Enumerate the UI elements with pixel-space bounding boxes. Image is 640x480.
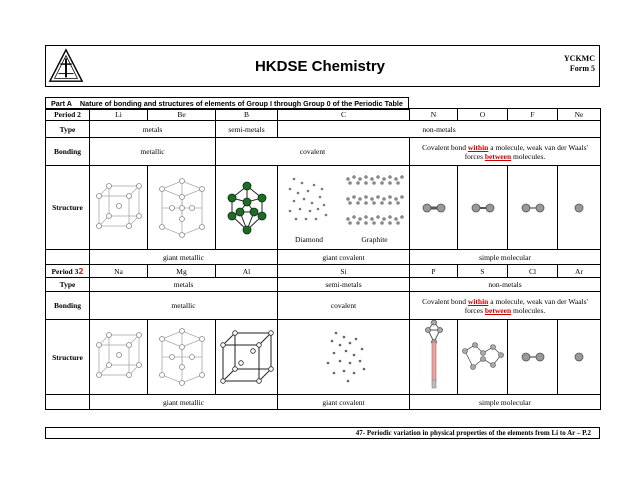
period3-bonding-row <box>46 292 601 320</box>
part-label: Part A <box>51 99 72 108</box>
summary-giant-covalent: giant covalent <box>278 395 410 410</box>
silicon-lattice-diagram <box>314 327 374 387</box>
n2-molecule-diagram <box>419 202 449 214</box>
bonding-structure-table <box>45 108 601 410</box>
element-cl: Cl <box>508 265 558 278</box>
hcp-lattice-diagram <box>154 175 210 241</box>
element-f: F <box>508 109 558 121</box>
hcp-lattice-diagram <box>154 327 210 387</box>
period2-element-row <box>46 109 601 121</box>
element-p: P <box>410 265 458 278</box>
type-semimetals: semi-metals <box>278 278 410 292</box>
o-structure <box>458 166 508 250</box>
summary-giant-metallic: giant metallic <box>90 250 278 265</box>
si-structure <box>278 320 410 395</box>
o2-molecule-diagram <box>468 202 498 214</box>
bonding-label: Bonding <box>46 292 90 320</box>
element-b: B <box>216 109 278 121</box>
diamond-lattice-diagram <box>282 171 337 233</box>
element-n: N <box>410 109 458 121</box>
element-be: Be <box>148 109 216 121</box>
bonding-metallic: metallic <box>90 292 278 320</box>
element-o: O <box>458 109 508 121</box>
type-metals: metals <box>90 278 278 292</box>
bcc-lattice-diagram <box>94 178 144 238</box>
element-li: Li <box>90 109 148 121</box>
element-c: C <box>278 109 410 121</box>
structure-label: Structure <box>46 166 90 250</box>
bonding-text: forces <box>464 151 484 161</box>
type-label: Type <box>46 121 90 138</box>
diamond-caption: Diamond <box>295 235 323 244</box>
cl-structure <box>508 320 558 395</box>
summary-giant-covalent: giant covalent <box>278 250 410 265</box>
period2-summary-row <box>46 250 601 265</box>
cl2-molecule-diagram <box>518 351 548 363</box>
summary-simple-molecular: simple molecular <box>410 395 601 410</box>
al-structure <box>216 320 278 395</box>
period3-label-text: Period 3 <box>51 266 79 276</box>
be-structure <box>148 166 216 250</box>
bonding-molecular <box>410 292 601 320</box>
within-emphasis: within <box>467 142 489 152</box>
handwritten-annotation: 2 <box>78 266 84 276</box>
element-na: Na <box>90 265 148 278</box>
period3-structure-row <box>46 320 601 395</box>
s8-ring-diagram <box>461 341 505 373</box>
summary-spacer <box>46 250 90 265</box>
period3-type-row <box>46 278 601 292</box>
bonding-molecular <box>410 138 601 166</box>
graphite-layers-diagram <box>344 171 406 233</box>
bonding-text: Covalent bond <box>422 142 467 152</box>
period3-label <box>46 265 90 278</box>
c-structure <box>278 166 410 250</box>
ar-atom-diagram <box>572 351 586 363</box>
graphite-caption: Graphite <box>361 235 388 244</box>
ne-atom-diagram <box>572 202 586 214</box>
summary-spacer <box>46 395 90 410</box>
bonding-covalent: covalent <box>278 292 410 320</box>
bonding-text: molecules. <box>513 151 546 161</box>
p4-molecule-diagram <box>420 320 448 394</box>
type-nonmetals: non-metals <box>278 121 601 138</box>
p-structure <box>410 320 458 395</box>
element-ar: Ar <box>558 265 601 278</box>
pen-cursor-icon <box>432 342 436 388</box>
f-structure <box>508 166 558 250</box>
bonding-text: forces <box>464 305 484 315</box>
element-mg: Mg <box>148 265 216 278</box>
element-s: S <box>458 265 508 278</box>
school-crest-icon <box>47 47 85 85</box>
type-label: Type <box>46 278 90 292</box>
bonding-covalent: covalent <box>216 138 410 166</box>
type-nonmetals: non-metals <box>410 278 601 292</box>
type-metals: metals <box>90 121 216 138</box>
within-emphasis: within <box>467 296 489 306</box>
period3-summary-row <box>46 395 601 410</box>
f2-molecule-diagram <box>518 202 548 214</box>
ar-structure <box>558 320 601 395</box>
period2-label: Period 2 <box>46 109 90 121</box>
bonding-metallic: metallic <box>90 138 216 166</box>
form-level: Form 5 <box>569 64 595 73</box>
period2-structure-row <box>46 166 601 250</box>
bcc-lattice-diagram <box>94 329 144 385</box>
li-structure <box>90 166 148 250</box>
graphite-figure <box>344 171 406 244</box>
school-info <box>540 54 595 74</box>
bonding-label: Bonding <box>46 138 90 166</box>
ne-structure <box>558 166 601 250</box>
bonding-text: a molecule, weak van der Waals' <box>490 296 588 306</box>
mg-structure <box>148 320 216 395</box>
period3-element-row <box>46 265 601 278</box>
structure-label: Structure <box>46 320 90 395</box>
page-footer: 47- Periodic variation in physical properties of the elements from Li to Ar – P.2 <box>45 427 600 439</box>
element-ne: Ne <box>558 109 601 121</box>
part-title: Nature of bonding and structures of elements of Group I through Group 0 of the Periodic Table <box>79 99 403 108</box>
between-emphasis: between <box>484 151 512 161</box>
fcc-lattice-diagram <box>218 327 276 387</box>
period2-bonding-row <box>46 138 601 166</box>
n-structure <box>410 166 458 250</box>
bonding-text: a molecule, weak van der Waals' <box>490 142 588 152</box>
summary-giant-metallic: giant metallic <box>90 395 278 410</box>
element-si: Si <box>278 265 410 278</box>
page-title: HKDSE Chemistry <box>254 58 386 75</box>
boron-icosahedron-diagram <box>222 180 272 236</box>
element-al: Al <box>216 265 278 278</box>
na-structure <box>90 320 148 395</box>
diamond-figure <box>282 171 337 244</box>
between-emphasis: between <box>484 305 512 315</box>
bonding-text: Covalent bond <box>422 296 467 306</box>
period2-type-row <box>46 121 601 138</box>
s-structure <box>458 320 508 395</box>
type-semimetals: semi-metals <box>216 121 278 138</box>
school-name: YCKMC <box>563 54 595 63</box>
summary-simple-molecular: simple molecular <box>410 250 601 265</box>
bonding-text: molecules. <box>513 305 546 315</box>
b-structure <box>216 166 278 250</box>
